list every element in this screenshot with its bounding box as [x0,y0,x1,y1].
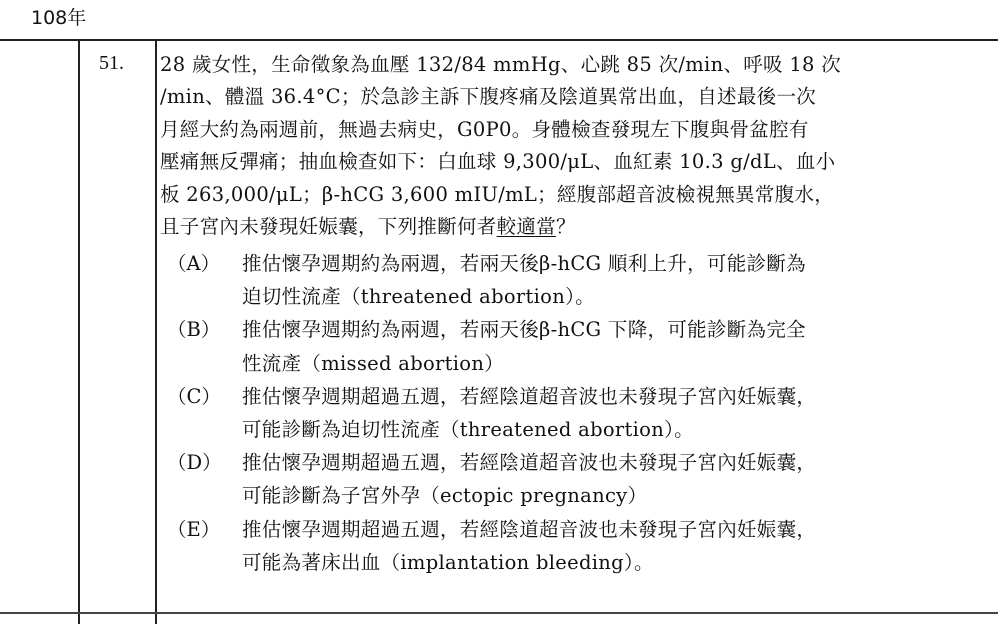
option-label: （D） [167,451,222,475]
option-text: 推估懷孕週期超過五週，若經陰道超音波也未發現子宮內妊娠囊， [242,517,817,541]
option-label: （A） [167,252,221,275]
stem-line: 月經大約為兩週前，無過去病史，G0P0。身體檢查發現左下腹與骨盆腔有 [160,117,809,141]
option-c [167,380,979,446]
option-text: 推估懷孕週期約為兩週，若兩天後β-hCG 順利上升，可能診斷為 [242,252,806,275]
option-text: 推估懷孕週期約為兩週，若兩天後β-hCG 下降，可能診斷為完全 [242,318,806,342]
table-column-divider-left [78,39,80,624]
stem-emphasis: 較適當 [496,215,557,239]
table-column-divider-right [155,39,157,624]
stem-line: /min、體溫 36.4°C；於急診主訴下腹疼痛及陰道異常出血，自述最後一次 [160,85,817,109]
stem-line: 28 歲女性，生命徵象為血壓 132/84 mmHg、心跳 85 次/min、呼吸 18 次 [160,53,842,76]
option-text: 可能為著床出血（implantation bleeding）。 [242,550,654,574]
option-text: 迫切性流產（threatened abortion）。 [242,285,595,309]
option-e [167,513,979,579]
question-number: 51. [99,52,124,74]
option-label: （C） [167,384,221,408]
option-text: 可能診斷為子宮外孕（ectopic pregnancy） [242,484,648,508]
stem-suffix: ？ [556,215,576,239]
table-bottom-border [0,612,998,614]
question-stem [160,49,980,243]
stem-line-final [160,211,980,243]
option-label: （E） [167,517,221,541]
option-text: 性流產（missed abortion） [242,351,505,375]
option-label: （B） [167,318,221,342]
option-a [167,247,979,313]
table-top-border [0,39,998,41]
year-heading: 108年 [31,7,87,29]
answer-options [167,247,979,579]
option-text: 推估懷孕週期超過五週，若經陰道超音波也未發現子宮內妊娠囊， [242,451,817,475]
stem-line: 壓痛無反彈痛；抽血檢查如下：白血球 9,300/μL、血紅素 10.3 g/dL、血小 [160,150,836,174]
option-b [167,313,979,379]
stem-prefix: 且子宮內未發現妊娠囊，下列推斷何者 [160,215,497,239]
stem-line: 板 263,000/μL；β-hCG 3,600 mIU/mL；經腹部超音波檢視無異常腹水， [160,182,835,206]
option-d [167,446,979,512]
option-text: 推估懷孕週期超過五週，若經陰道超音波也未發現子宮內妊娠囊， [242,384,817,408]
option-text: 可能診斷為迫切性流產（threatened abortion）。 [242,418,694,442]
